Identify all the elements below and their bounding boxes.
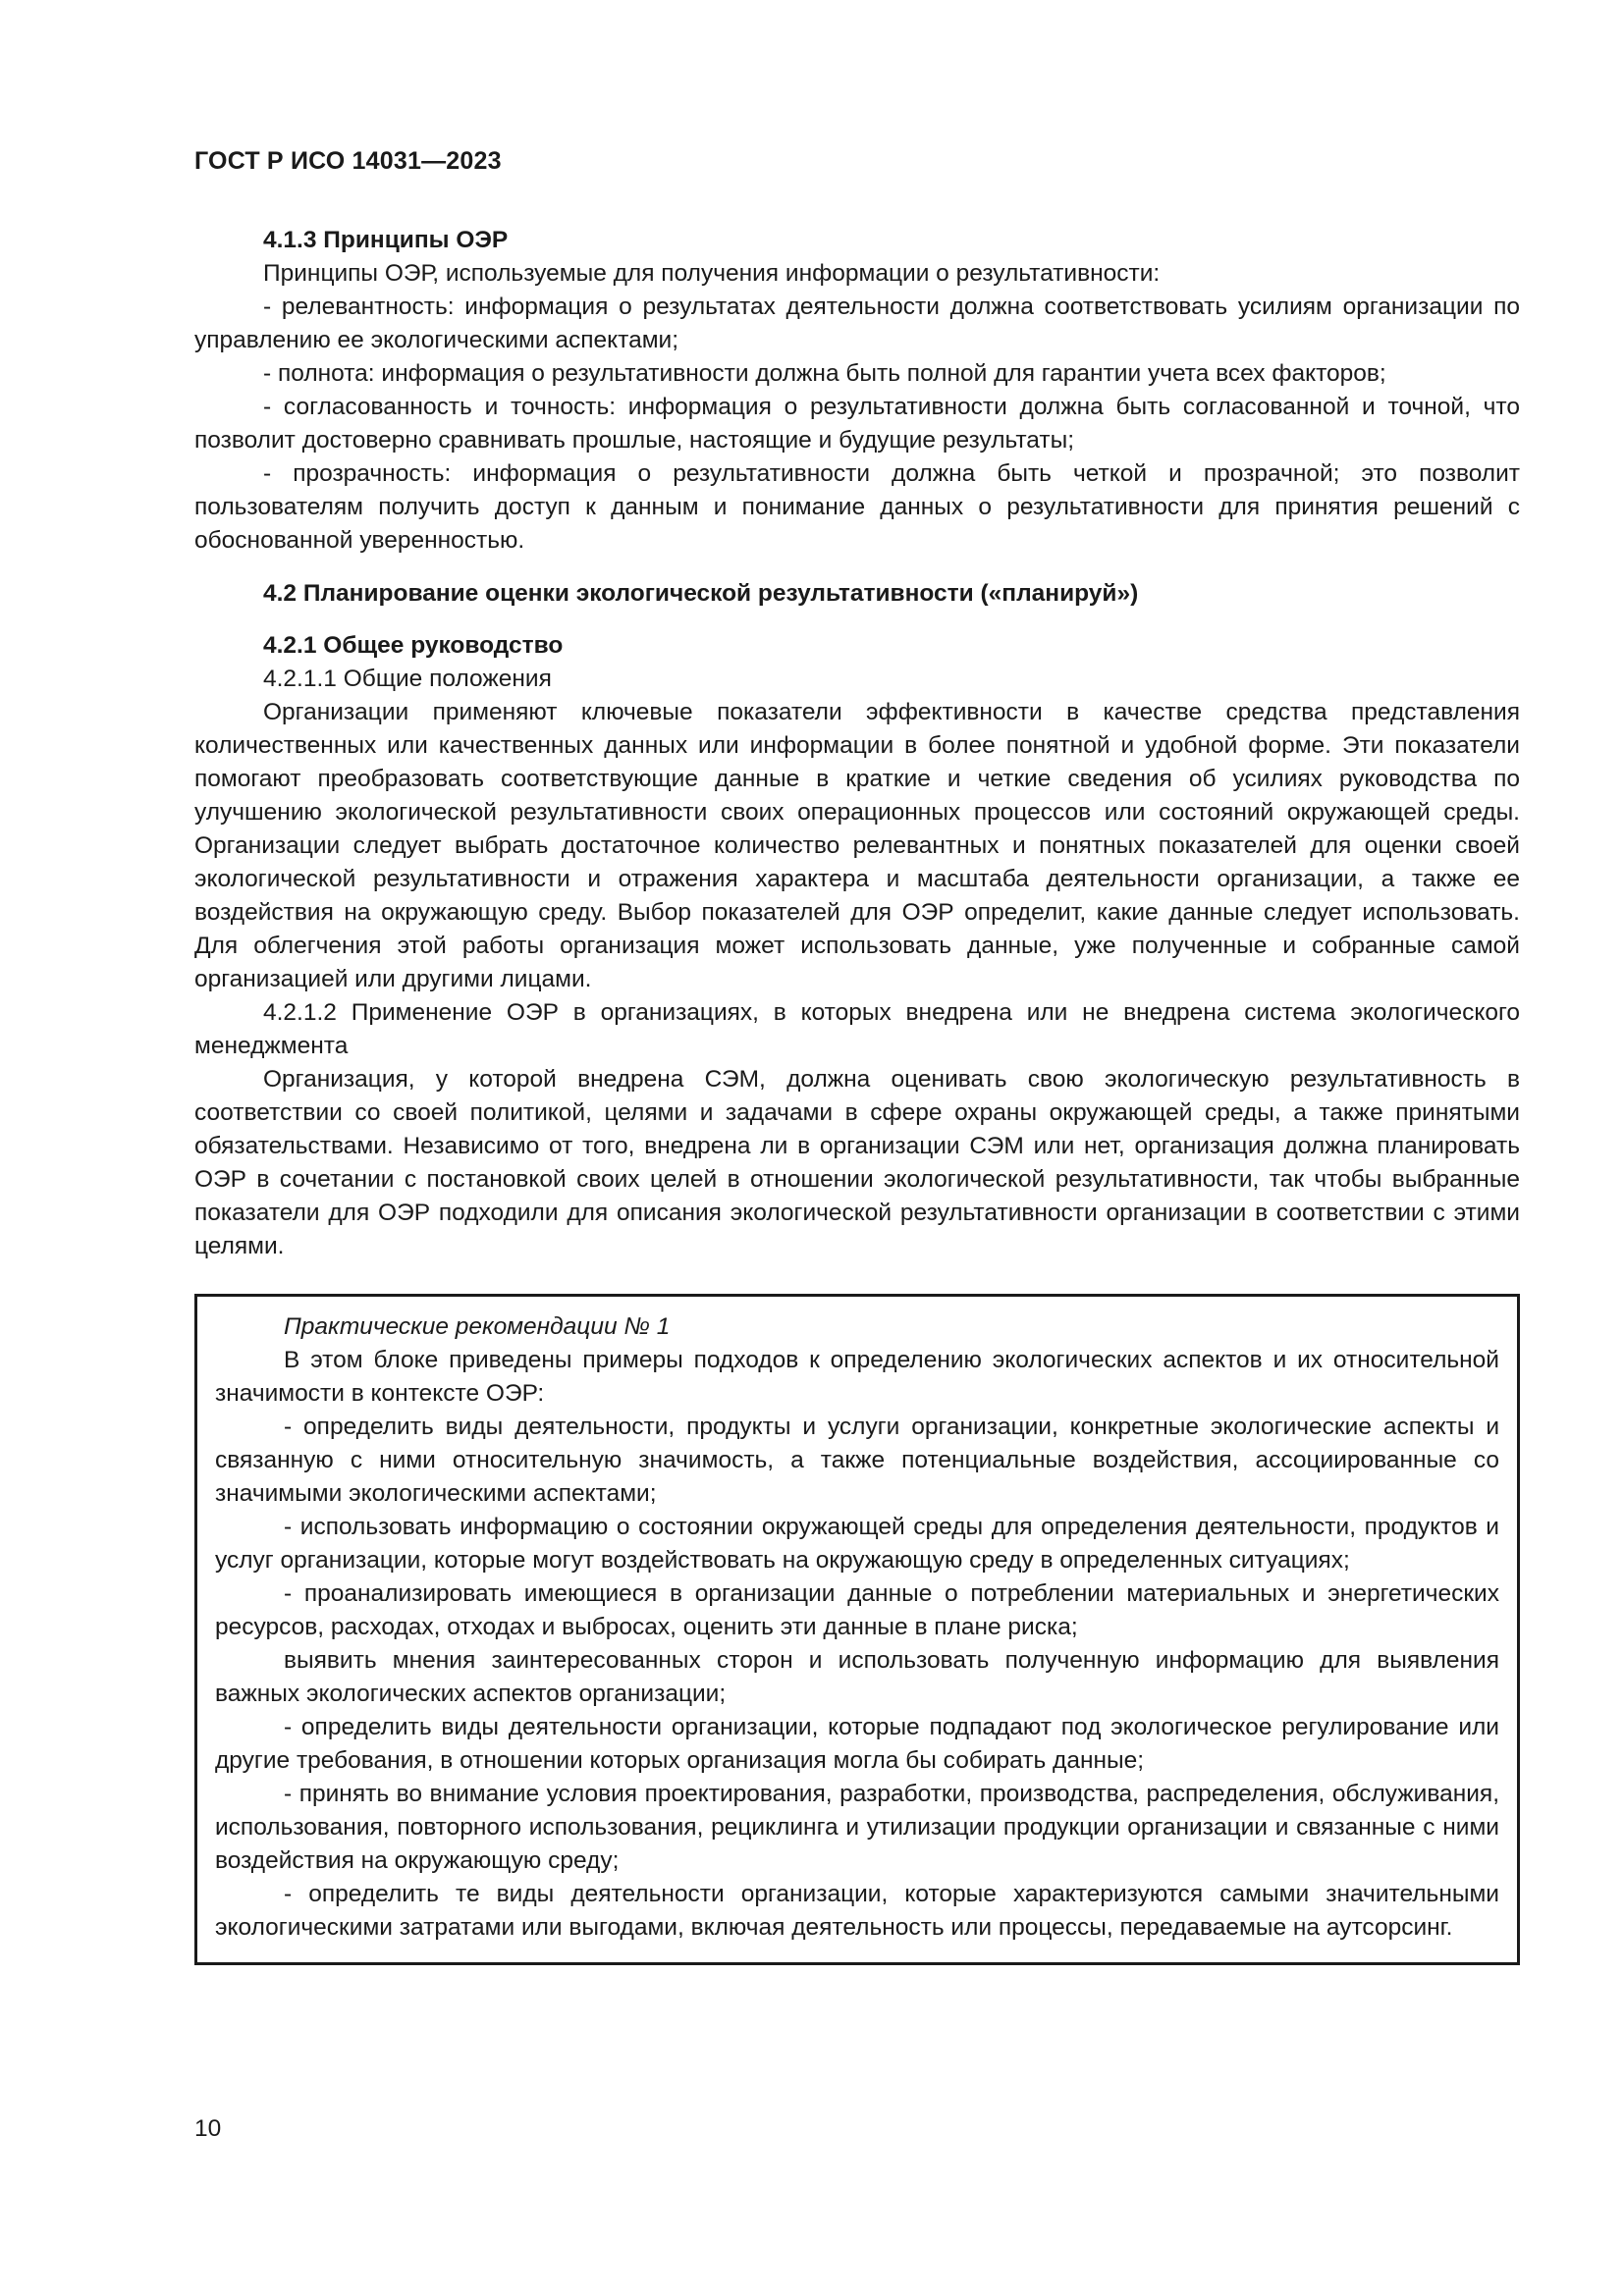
box-list-item: - принять во внимание условия проектирования, разработки, производства, распределения, обслуживания, использования, повторного использования, рециклинга и утилизации продукции организации и связанные с ними воздействия на окружающую среду; bbox=[215, 1781, 1499, 1874]
box-paragraph: В этом блоке приведены примеры подходов к определению экологических аспектов и их относительной значимости в контексте ОЭР: bbox=[215, 1347, 1499, 1407]
box-list-item: - использовать информацию о состоянии окружающей среды для определения деятельности, продуктов и услуг организации, которые могут воздействовать на окружающую среду в определенных ситуациях; bbox=[215, 1514, 1499, 1574]
document-header: ГОСТ Р ИСО 14031—2023 bbox=[194, 147, 502, 175]
list-item: - релевантность: информация о результатах деятельности должна соответствовать усилиям организации по управлению ее экологическими аспектами; bbox=[194, 294, 1520, 353]
paragraph: Принципы ОЭР, используемые для получения информации о результативности: bbox=[263, 260, 1161, 287]
box-list-item: выявить мнения заинтересованных сторон и использовать полученную информацию для выявления важных экологических аспектов организации; bbox=[215, 1647, 1499, 1707]
list-item: - полнота: информация о результативности должна быть полной для гарантии учета всех факторов; bbox=[263, 360, 1386, 387]
section-4-2-heading: 4.2 Планирование оценки экологической результативности («планируй») bbox=[263, 580, 1139, 607]
subsection-title: 4.2.1.2 Применение ОЭР в организациях, в которых внедрена или не внедрена система экологического менеджмента bbox=[194, 999, 1520, 1059]
page-number: 10 bbox=[194, 2115, 222, 2142]
box-list-item: - определить виды деятельности, продукты и услуги организации, конкретные экологические аспекты и связанную с ними относительную значимость, а также потенциальные воздействия, ассоциированные со значимыми экологическими аспектами; bbox=[215, 1414, 1499, 1507]
list-item: - прозрачность: информация о результативности должна быть четкой и прозрачной; это позволит пользователям получить доступ к данным и понимание данных о результативности для принятия решений с обоснованной уверенностью. bbox=[194, 460, 1520, 554]
box-list-item: - определить виды деятельности организации, которые подпадают под экологическое регулирование или другие требования, в отношении которых организация могла бы собирать данные; bbox=[215, 1714, 1499, 1774]
box-title: Практические рекомендации № 1 bbox=[284, 1313, 671, 1340]
list-item: - согласованность и точность: информация о результативности должна быть согласованной и точной, что позволит достоверно сравнивать прошлые, настоящие и будущие результаты; bbox=[194, 394, 1520, 454]
page-content bbox=[194, 224, 1520, 1965]
paragraph: Организация, у которой внедрена СЭМ, должна оценивать свою экологическую результативность в соответствии со своей политикой, целями и задачами в сфере охраны окружающей среды, а также принятыми обязательствами. Независимо от того, внедрена ли в организации СЭМ или нет, организация должна планировать ОЭР в сочетании с постановкой своих целей в отношении экологической результативности, так чтобы выбранные показатели для ОЭР подходили для описания экологической результативности организации в соответствии с этими целями. bbox=[194, 1066, 1520, 1259]
paragraph: Организации применяют ключевые показатели эффективности в качестве средства представления количественных или качественных данных или информации в более понятной и удобной форме. Эти показатели помогают преобразовать соответствующие данные в краткие и четкие сведения об усилиях руководства по улучшению экологической результативности своих операционных процессов или состояний окружающей среды. Организации следует выбрать достаточное количество релевантных и понятных показателей для оценки своей экологической результативности и отражения характера и масштаба деятельности организации, а также ее воздействия на окружающую среду. Выбор показателей для ОЭР определит, какие данные следует использовать. Для облегчения этой работы организация может использовать данные, уже полученные и собранные самой организацией или другими лицами. bbox=[194, 699, 1520, 992]
section-4-2-1-heading: 4.2.1 Общее руководство bbox=[263, 632, 564, 659]
box-list-item: - определить те виды деятельности организации, которые характеризуются самыми значительными экологическими затратами или выгодами, включая деятельность или процессы, передаваемые на аутсорсинг. bbox=[215, 1881, 1499, 1941]
section-4-1-3-heading: 4.1.3 Принципы ОЭР bbox=[263, 227, 509, 253]
subsection-title: 4.2.1.1 Общие положения bbox=[263, 666, 552, 692]
box-list-item: - проанализировать имеющиеся в организации данные о потреблении материальных и энергетических ресурсов, расходах, отходах и выбросах, оценить эти данные в плане риска; bbox=[215, 1580, 1499, 1640]
practical-recommendations-box bbox=[194, 1294, 1520, 1965]
